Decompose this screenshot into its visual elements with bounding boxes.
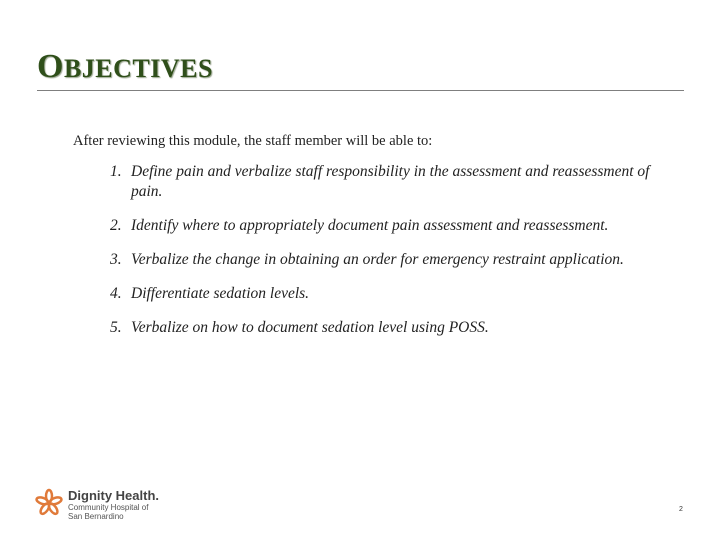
item-number: 5.: [110, 319, 122, 336]
list-item: [110, 250, 650, 270]
item-number: 4.: [110, 285, 122, 302]
flower-logo-icon: [34, 488, 64, 518]
item-text: Verbalize on how to document sedation level using POSS.: [131, 319, 489, 336]
item-text: Identify where to appropriately document pain assessment and reassessment.: [131, 217, 609, 234]
dignity-health-logo: [34, 488, 159, 521]
item-number: 2.: [110, 217, 122, 234]
list-item: [110, 284, 650, 304]
item-text: Differentiate sedation levels.: [131, 285, 310, 302]
item-number: 3.: [110, 251, 122, 268]
item-text: Define pain and verbalize staff responsibility in the assessment and reassessment of pain.: [131, 163, 650, 200]
title-divider: [37, 90, 684, 91]
intro-text: After reviewing this module, the staff member will be able to:: [73, 133, 433, 149]
page-title: [37, 48, 213, 86]
list-item: [110, 162, 650, 202]
item-number: 1.: [110, 163, 122, 180]
title-rest: BJECTIVES: [63, 54, 213, 83]
title-initial: O: [37, 48, 64, 85]
objectives-list: [110, 162, 650, 352]
item-text: Verbalize the change in obtaining an order for emergency restraint application.: [131, 251, 624, 268]
logo-line2: San Bernardino: [68, 512, 124, 521]
logo-brand: Dignity Health.: [68, 488, 160, 503]
logo-line1: Community Hospital of: [68, 503, 149, 512]
list-item: [110, 318, 650, 338]
list-item: [110, 216, 650, 236]
page-number: 2: [679, 506, 683, 513]
